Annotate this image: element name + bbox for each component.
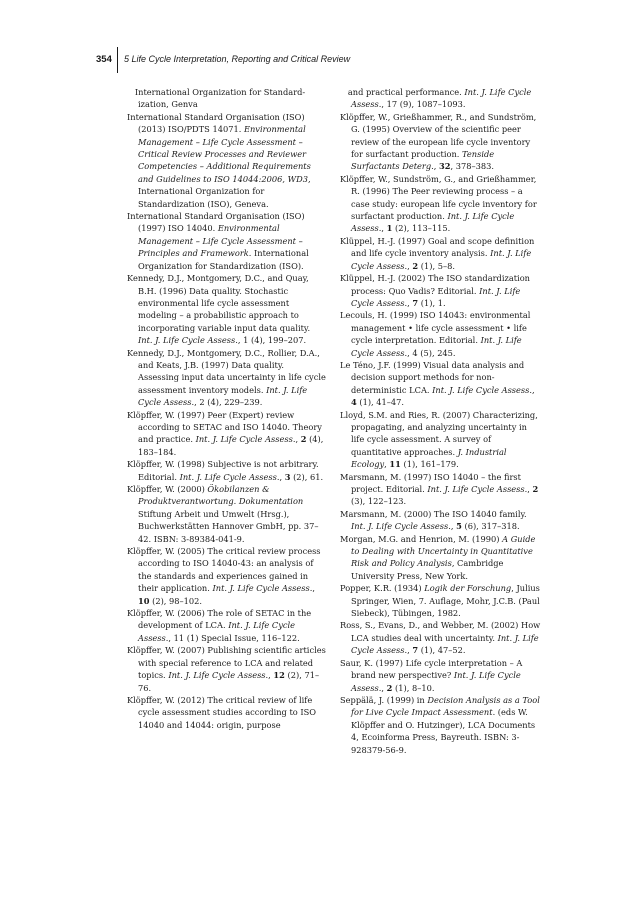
reference-entry: Seppälä, J. (1999) in Decision Analysis as a Tool for Live Cycle Impact Assessment. (eds W. Klöpffer and O. Hutzinger), LCA Documents 4, Ecoinforma Press, Bayreuth. ISBN: 3-928379-56-9. [340,694,540,755]
reference-entry: Lecouls, H. (1999) ISO 14043: environmental management • life cycle assessment • life cycle interpretation. Editorial. Int. J. Life Cycle Assess., 4 (5), 245. [340,310,531,358]
reference-entry: International Standard Organisation (ISO) (1997) ISO 14040. Environmental Management – Life Cycle Assessment – Principles and Framework. International Organization for Standardization (ISO). [127,211,309,271]
reference-entry: and practical performance. Int. J. Life Cycle Assess., 17 (9), 1087–1093. [340,87,532,110]
reference-entry: Klöpffer, W. (2007) Publishing scientific articles with special reference to LCA and related topics. Int. J. Life Cycle Assess., 12 (2), 71–76. [127,645,326,693]
reference-entry: Lloyd, S.M. and Ries, R. (2007) Characterizing, propagating, and analyzing uncertainty in life cycle assessment. A survey of quantitative approaches. J. Industrial Ecology, 11 (1), 161–179. [340,409,538,470]
reference-entry: Klöpffer, W. (2005) The critical review process according to ISO 14040-43: an analysis of the standards and experiences gained in their application. Int. J. Life Cycle Assess., 10 (2), 98–102. [127,546,321,606]
reference-entry: Klöpffer, W. (2006) The role of SETAC in the development of LCA. Int. J. Life Cycle Assess., 11 (1) Special Issue, 116–122. [127,608,312,643]
page-number: 354 [96,54,112,65]
reference-entry: Kennedy, D.J., Montgomery, D.C., Rollier, D.A., and Keats, J.B. (1997) Data quality. Assessing input data uncertainty in life cycle assessment inventory models. Int. J. Life Cycle Assess., 2 (4), 229–239. [127,347,326,408]
reference-entry: Ross, S., Evans, D., and Webber, M. (2002) How LCA studies deal with uncertainty. Int. J. Life Cycle Assess., 7 (1), 47–52. [340,620,541,656]
reference-entry: Klöpffer, W., Sundström, G., and Grießhammer, R. (1996) The Peer reviewing process – a case study: european life cycle inventory for surfactant production. Int. J. Life Cycle Assess., 1 (2), 113–115. [340,173,537,234]
page-header [0,0,627,80]
reference-entry: Saur, K. (1997) Life cycle interpretation – A brand new perspective? Int. J. Life Cycle Assess., 2 (1), 8–10. [340,657,523,693]
reference-entry: Klöpffer, W. (2012) The critical review of life cycle assessment studies according to ISO 14040 and 14044: origin, purpose [127,694,317,730]
reference-entry: Marsmann, M. (1997) ISO 14040 – the first project. Editorial. Int. J. Life Cycle Assess., 2 (3), 122–123. [340,471,539,507]
reference-entry: Marsmann, M. (2000) The ISO 14040 family. Int. J. Life Cycle Assess., 5 (6), 317–318. [340,508,527,532]
reference-entry: Klüppel, H.-J. (1997) Goal and scope definition and life cycle inventory analysis. Int. J. Life Cycle Assess., 2 (1), 5–8. [340,235,535,271]
reference-entry: Popper, K.R. (1934) Logik der Forschung, Julius Springer, Wien, 7. Auflage, Mohr, J.C.B. (Paul Siebeck), Tübingen, 1982. [340,583,540,619]
reference-entry: Klöpffer, W. (1998) Subjective is not arbitrary. Editorial. Int. J. Life Cycle Assess., 3 (2), 61. [127,459,324,482]
reference-entry: Kennedy, D.J., Montgomery, D.C., and Quay, B.H. (1996) Data quality. Stochastic environmental life cycle assessment modeling – a probabilistic approach to incorporating variable input data quality. Int. J. Life Cycle Assess., 1 (4), 199–207. [127,273,311,346]
references-right-column [340,86,542,756]
reference-entry: Morgan, M.G. and Henrion, M. (1990) A Guide to Dealing with Uncertainty in Quantitative Risk and Policy Analysis, Cambridge University Press, New York. [340,533,536,581]
reference-entry: Le Téno, J.F. (1999) Visual data analysis and decision support methods for non-deterministic LCA. Int. J. Life Cycle Assess., 4 (1), 41–47. [340,359,535,408]
reference-entry: International Organization for Standardization, Genva [127,87,306,110]
reference-entry: Klöpffer, W. (2000) Ökobilanzen & Produktverantwortung. Dokumentation Stiftung Arbeit und Umwelt (Hrsg.), Buchwerkstätten Hannover GmbH, pp. 37–42. ISBN: 3-89384-041-9. [127,484,319,544]
reference-entry: Klöpffer, W. (1997) Peer (Expert) review according to SETAC and ISO 14040. Theory and practice. Int. J. Life Cycle Assess., 2 (4), 183–184. [127,409,324,457]
reference-entry: Klüppel, H.-J. (2002) The ISO standardization process: Quo Vadis? Editorial. Int. J. Life Cycle Assess., 7 (1), 1. [340,273,530,308]
header-divider [117,47,118,73]
reference-entry: International Standard Organisation (ISO) (2013) ISO/PDTS 14071. Environmental Management – Life Cycle Assessment – Critical Review Processes and Reviewer Competencies – Additional Requirements and Guidelines to ISO 14044:2006, WD3, International Organization for Standardization (ISO), Geneva. [127,111,311,209]
references-left-column [127,86,327,731]
reference-entry: Klöpffer, W., Grießhammer, R., and Sundström, G. (1995) Overview of the scientific peer review of the european life cycle inventory for surfactant production. Tenside Surfactants Deterg., 32, 378–383. [340,111,537,172]
running-title: 5 Life Cycle Interpretation, Reporting and Critical Review [124,54,351,64]
